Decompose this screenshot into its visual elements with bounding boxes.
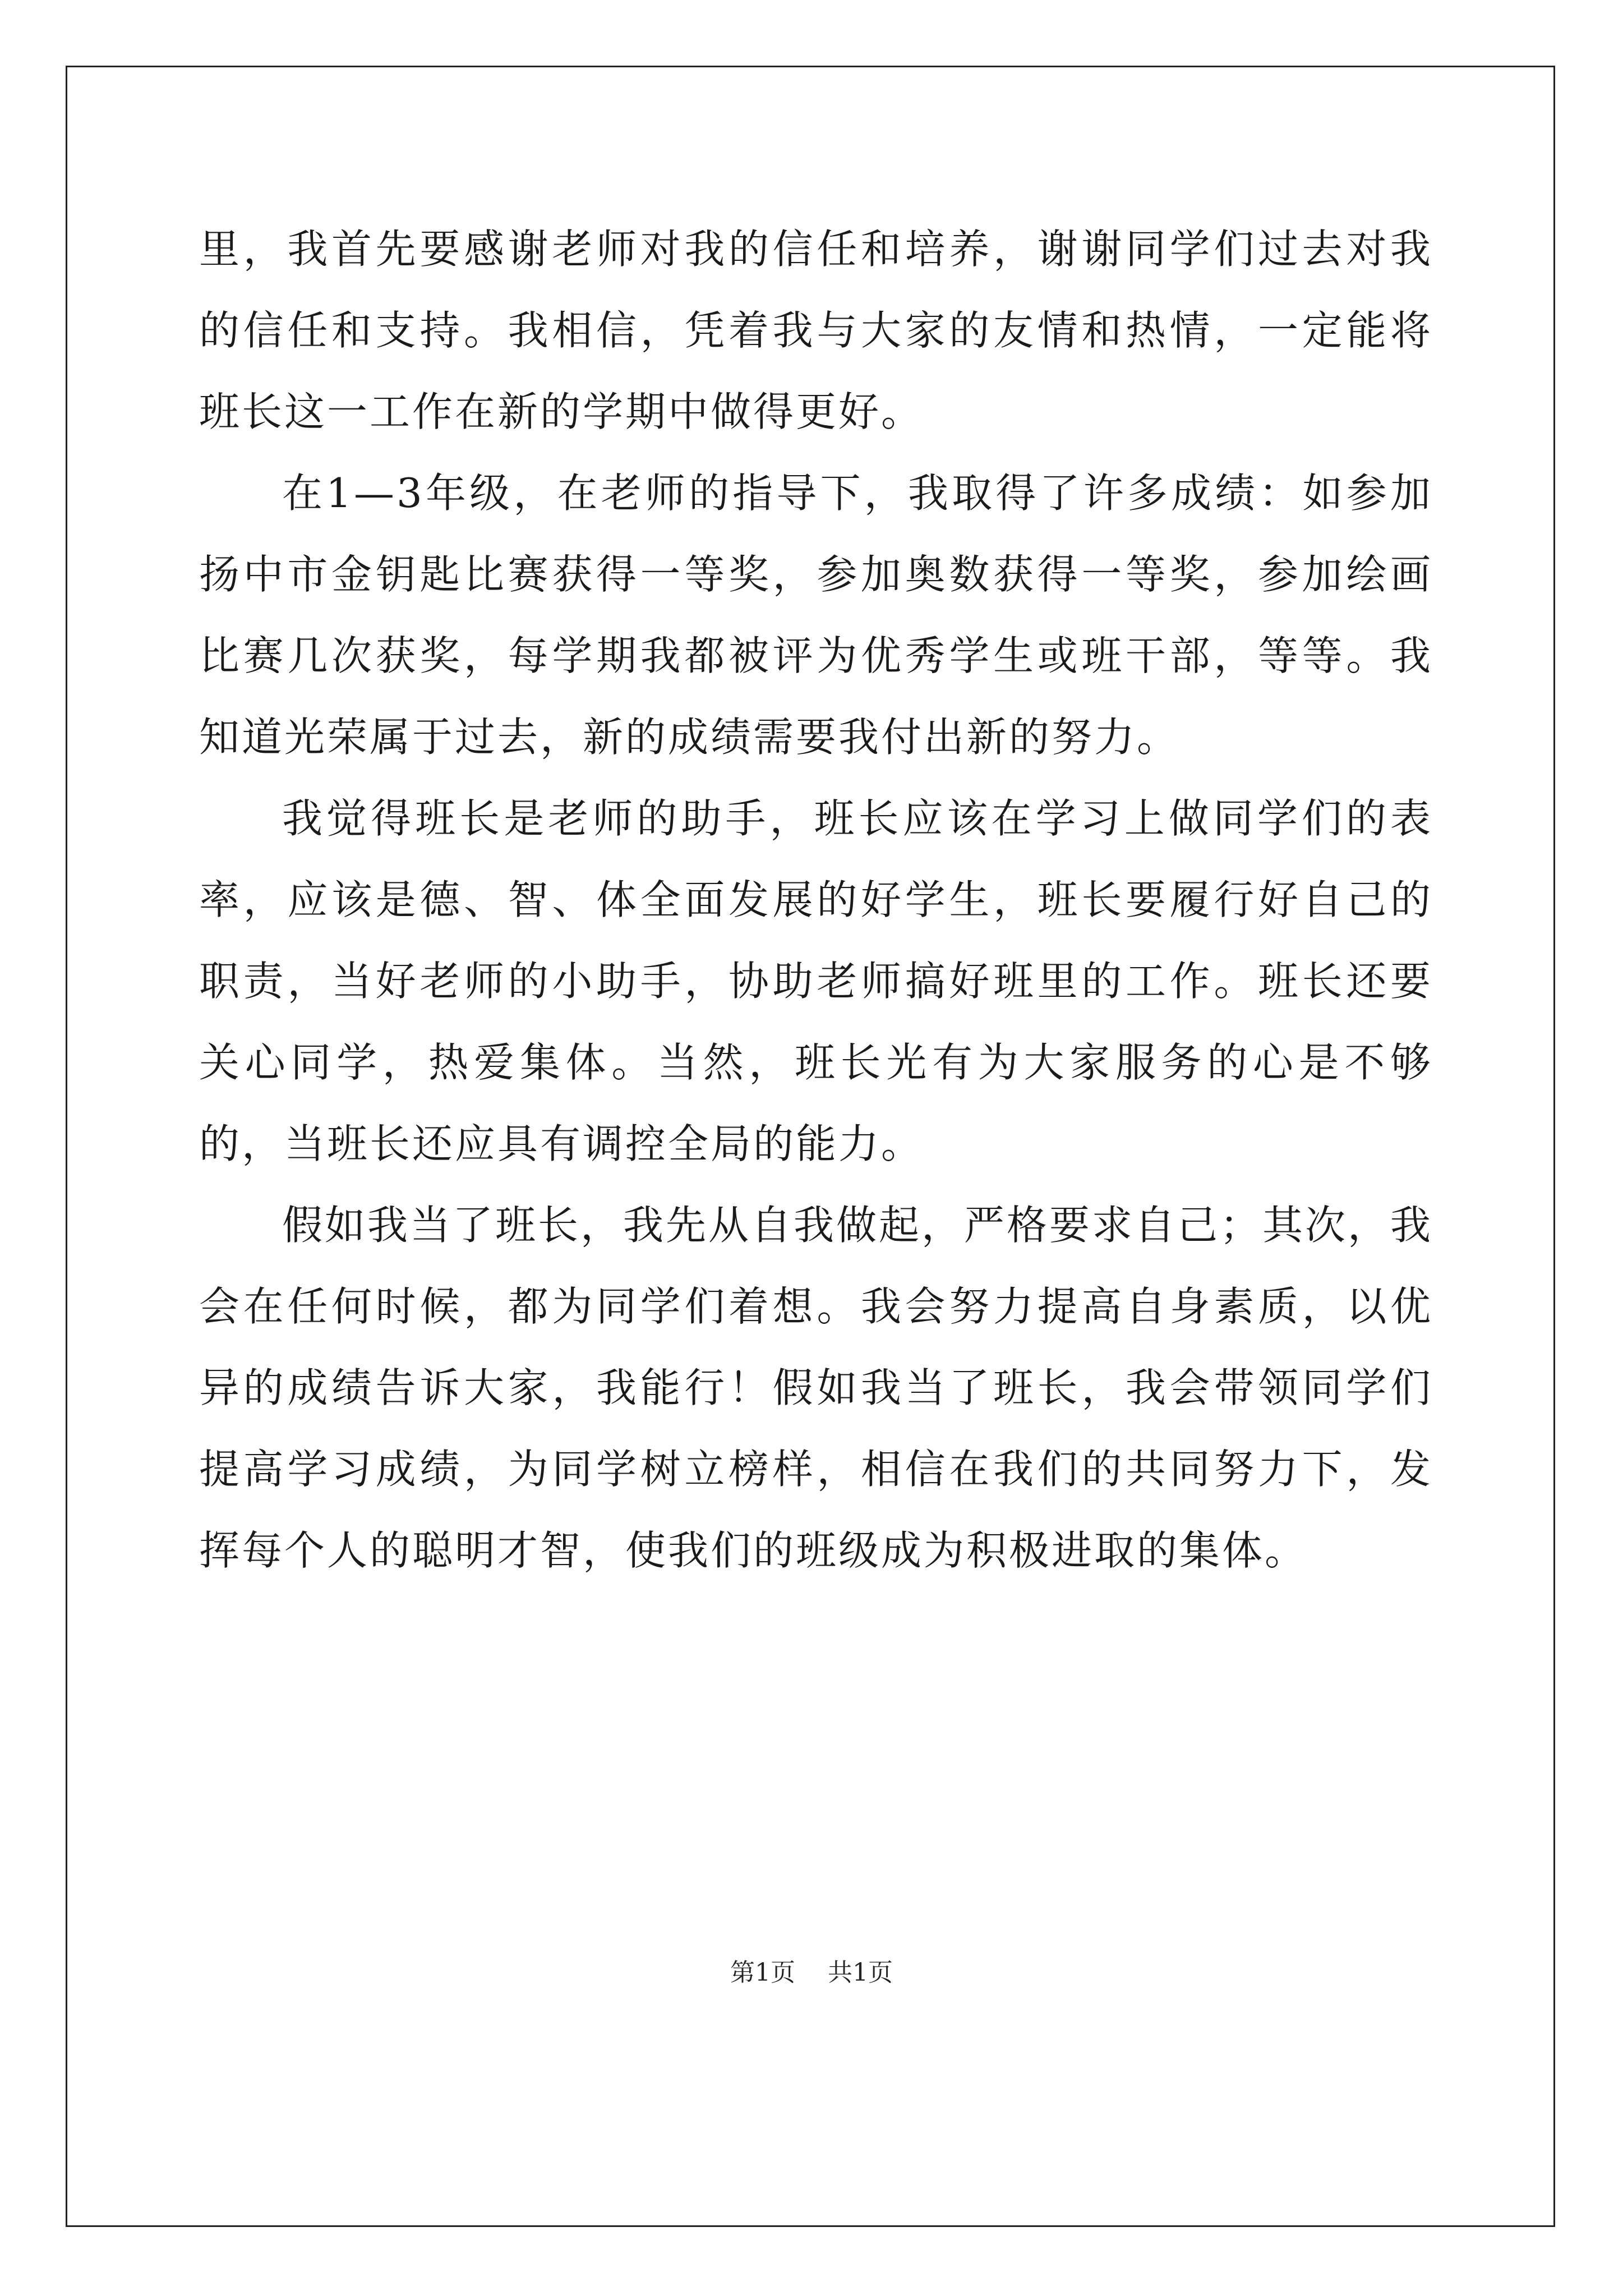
paragraph-pledge: 假如我当了班长，我先从自我做起，严格要求自己；其次，我会在任何时候，都为同学们着想。我会努力提高自身素质，以优异的成绩告诉大家，我能行！假如我当了班长，我会带领同学们提高学习成绩，为同学树立榜样，相信在我们的共同努力下，发挥每个人的聪明才智，使我们的班级成为积极进取的集体。 [199,1202,1433,1574]
page-number-total: 共1页 [828,1958,893,1987]
page-footer [0,1952,1623,1988]
paragraph-achievements: 在1—3年级，在老师的指导下，我取得了许多成绩：如参加扬中市金钥匙比赛获得一等奖，参加奥数获得一等奖，参加绘画比赛几次获奖，每学期我都被评为优秀学生或班干部，等等。我知道光荣属于过去，新的成绩需要我付出新的努力。 [199,470,1433,761]
document-body [199,209,1433,1591]
paragraph-continuation: 里，我首先要感谢老师对我的信任和培养，谢谢同学们过去对我的信任和支持。我相信，凭着我与大家的友情和热情，一定能将班长这一工作在新的学期中做得更好。 [199,226,1433,435]
page-number-current: 第1页 [730,1958,795,1987]
paragraph-monitor-role: 我觉得班长是老师的助手，班长应该在学习上做同学们的表率，应该是德、智、体全面发展的好学生，班长要履行好自己的职责，当好老师的小助手，协助老师搞好班里的工作。班长还要关心同学，热爱集体。当然，班长光有为大家服务的心是不够的，当班长还应具有调控全局的能力。 [199,795,1433,1167]
